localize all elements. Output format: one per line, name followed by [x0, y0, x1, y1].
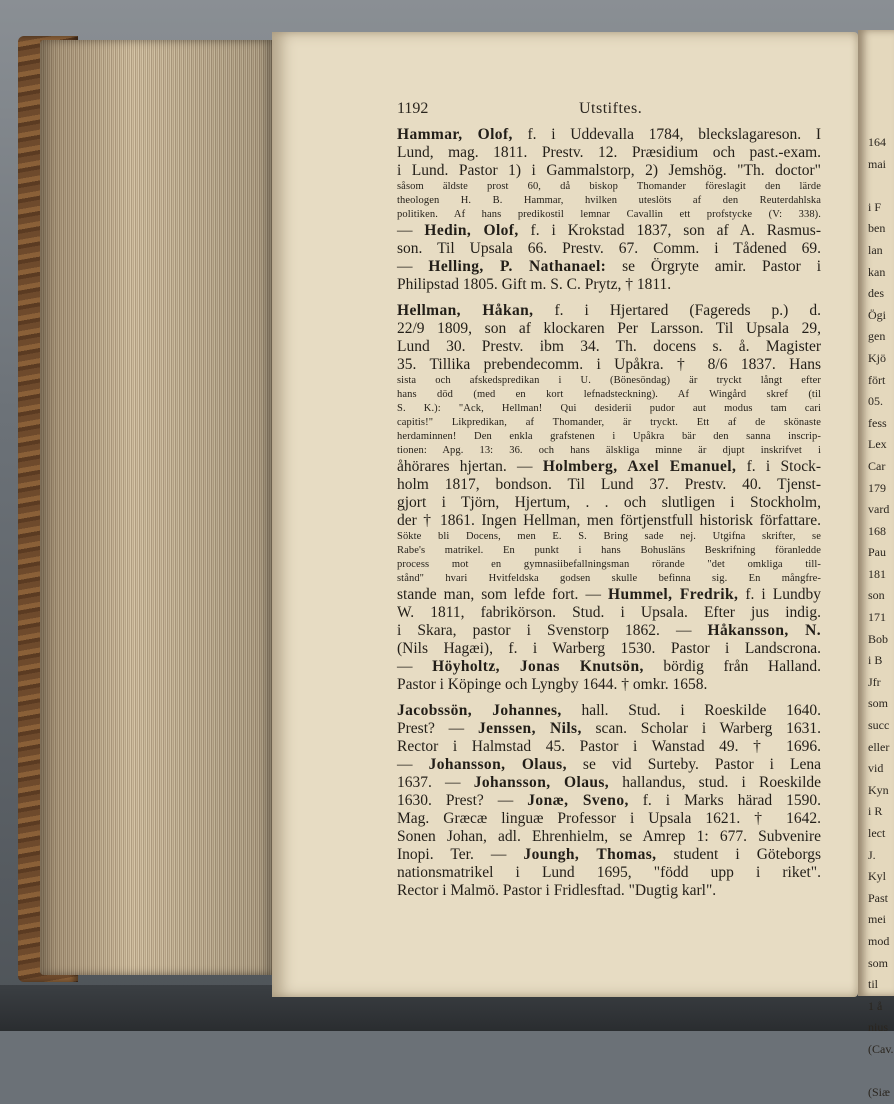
margin-fragment: fört [868, 372, 886, 387]
margin-fragment: gen [868, 329, 886, 344]
text-line: stande man, som lefde fort. — Hummel, Fredrik, f. i Lundby [397, 586, 822, 603]
running-head: Utstiftes. [579, 100, 643, 117]
text-line: Mag. Græcæ linguæ Professor i Upsala 1621. † 1642. [397, 810, 821, 827]
margin-fragment: Past [868, 890, 889, 905]
text-line: Sökte bli Docens, men E. S. Bring sade nej. Utgifna skrifter, se [397, 531, 821, 542]
margin-fragment: mod [868, 933, 890, 948]
margin-fragment: son [868, 588, 885, 603]
margin-fragment: Kyn [868, 782, 889, 797]
text-line: — Johansson, Olaus, se vid Surteby. Pastor i Lena [397, 756, 822, 773]
margin-fragment: 171 [868, 610, 886, 625]
headword: Johansson, Olaus, [428, 756, 567, 773]
page-number: 1192 [397, 100, 429, 117]
margin-fragment: lan [868, 242, 883, 257]
facing-page-margin [868, 132, 894, 1104]
text-line: sista och afskedspredikan i U. (Bönesöndag) är tryckt långt efter [397, 375, 821, 386]
margin-fragment: Jfr [868, 674, 881, 689]
margin-fragment: 164 [868, 135, 886, 149]
margin-fragment: Ögi [868, 307, 886, 322]
text-line: Hellman, Håkan, f. i Hjertared (Fagereds p.) d. [397, 302, 821, 319]
text-line: 22/9 1809, son af klockaren Per Larsson. Til Upsala 29, [397, 320, 821, 337]
margin-fragment: 179 [868, 480, 886, 495]
headword: Joungh, Thomas, [523, 846, 657, 863]
margin-fragment: Lex [868, 437, 887, 452]
margin-fragment: eller [868, 739, 890, 754]
text-line: holm 1817, bondson. Til Lund 37. Prestv. 40. Tjenst- [397, 476, 821, 493]
headword: Holmberg, Axel Emanuel, [542, 458, 737, 475]
text-line: Philipstad 1805. Gift m. S. C. Prytz, † 1811. [397, 276, 672, 293]
headword: Hummel, Fredrik, [608, 586, 739, 603]
text-line: i Lund. Pastor 1) i Gammalstorp, 2) Jemshög. "Th. doctor" [397, 162, 821, 179]
text-line: capitis!" Likpredikan, af Thomander, är tryckt. Ett af de skönaste [397, 417, 821, 428]
text-line: Lund, mag. 1811. Prestv. 12. Præsidium och past.-exam. [397, 144, 821, 161]
text-line: stånd" hvari Hvitfeldska godsen skulle befinna sig. En mångfre- [397, 573, 821, 584]
text-line: — Höyholtz, Jonas Knutsön, bördig från Halland. [397, 658, 821, 675]
margin-fragment: til [868, 977, 879, 992]
text-line: Prest? — Jenssen, Nils, scan. Scholar i Warberg 1631. [397, 720, 822, 737]
margin-fragment: Bob [868, 631, 889, 646]
margin-fragment [868, 1061, 894, 1083]
margin-fragment: nius [868, 1020, 889, 1035]
margin-fragment: Pau [868, 545, 886, 560]
text-line: (Nils Hagæi), f. i Warberg 1530. Pastor i Landscrona. [397, 640, 821, 657]
margin-fragment: mai [868, 156, 886, 171]
margin-fragment: i R [868, 804, 883, 819]
text-line: såsom äldste prost 60, då biskop Thomander föreslagit den lärde [397, 181, 821, 192]
margin-fragment: 1 å [868, 998, 883, 1013]
headword: Jacobssön, Johannes, [397, 702, 562, 719]
entries-text [397, 126, 821, 900]
text-line: i Skara, pastor i Svenstorp 1862. — Håkansson, N. [397, 622, 821, 639]
text-line: process mot en gymnasiibefallningsman rörande "det omkliga till- [397, 559, 821, 570]
headword: Helling, P. Nathanael: [428, 258, 607, 275]
margin-fragment: (Cav. [868, 1041, 894, 1056]
margin-fragment: Car [868, 458, 886, 473]
headword: Hammar, Olof, [397, 126, 513, 143]
margin-fragment: 181 [868, 566, 886, 581]
text-line: herdaminnen! Den enkla grafstenen i Upåkra bär den sanna inscrip- [397, 431, 821, 442]
text-line: Pastor i Köpinge och Lyngby 1644. † omkr. 1658. [397, 676, 708, 693]
margin-fragment: i F [868, 199, 882, 214]
text-line: W. 1811, fabrikörson. Stud. i Upsala. Efter jus indig. [397, 604, 821, 621]
text-line: Jacobssön, Johannes, hall. Stud. i Roeskilde 1640. [397, 702, 821, 719]
text-line: theologen H. B. Hammar, hvilken uteslöts af den Reuterdahlska [397, 195, 821, 206]
text-line: son. Til Upsala 66. Prestv. 67. Comm. i Tådened 69. [397, 240, 821, 257]
margin-fragment: Kyl [868, 869, 886, 884]
text-line: hans död (med en kort lefnadsteckning). Af Wingård skref (til [397, 389, 821, 400]
text-line: Sonen Johan, adl. Ehrenhielm, se Amrep 1: 677. Subvenire [397, 828, 821, 845]
text-line: nationsmatrikel i Lund 1695, "född upp i riket". [397, 864, 821, 881]
margin-fragment: lect [868, 826, 886, 840]
margin-fragment: kan [868, 264, 886, 279]
text-line: Hammar, Olof, f. i Uddevalla 1784, bleckslagareson. I [397, 126, 822, 143]
text-line: Rector i Malmö. Pastor i Fridlesftad. "Dugtig karl". [397, 882, 717, 899]
text-line: — Hedin, Olof, f. i Krokstad 1837, son af A. Rasmus- [397, 222, 822, 239]
margin-fragment: mei [868, 912, 886, 927]
margin-fragment: Kjö [868, 350, 886, 365]
margin-fragment: J. [868, 847, 876, 862]
margin-fragment: 168 [868, 523, 886, 538]
text-line: 1637. — Johansson, Olaus, hallandus, stud. i Roeskilde [397, 774, 822, 791]
text-line: Lund 30. Prestv. ibm 34. Th. docens s. å. Magister [397, 338, 821, 355]
margin-fragment: 05. [868, 394, 883, 409]
text-line: Inopi. Ter. — Joungh, Thomas, student i Göteborgs [397, 846, 822, 863]
text-line: der † 1861. Ingen Hellman, men förtjenstfull historisk författare. [397, 512, 821, 529]
text-line: gjort i Tjörn, Hjertum, . . och slutligen i Stockholm, [397, 494, 821, 511]
page-edges [40, 40, 272, 975]
margin-fragment: fess [868, 415, 887, 430]
margin-fragment: vard [868, 502, 890, 517]
headword: Hellman, Håkan, [397, 302, 534, 319]
text-line: 35. Tillika prebendecomm. i Upåkra. † 8/6 1837. Hans [397, 356, 821, 373]
headword: Jenssen, Nils, [477, 720, 582, 737]
margin-fragment: des [868, 286, 884, 301]
headword: Johansson, Olaus, [473, 774, 610, 791]
text-line: tionen: Apg. 13: 36. och hans älskliga minne är djupt inskrifvet i [397, 445, 821, 456]
text-line: S. K.): "Ack, Hellman! Qui desiderii pudor aut modus tam cari [397, 403, 821, 414]
text-line: politiken. Af hans predikostil lemnar Cavallin ett profstycke (V: 338). [397, 209, 821, 220]
headword: Håkansson, N. [707, 622, 821, 639]
margin-fragment [868, 175, 894, 197]
headword: Hedin, Olof, [424, 222, 519, 239]
margin-fragment: ben [868, 221, 886, 236]
margin-fragment: vid [868, 761, 884, 776]
text-line: 1630. Prest? — Jonæ, Sveno, f. i Marks härad 1590. [397, 792, 821, 809]
page-header [397, 100, 821, 122]
margin-fragment: som [868, 696, 889, 711]
headword: Höyholtz, Jonas Knutsön, [432, 658, 644, 675]
text-line: Rabe's matrikel. En punkt i hans Bohusläns Beskrifning föranledde [397, 545, 821, 556]
headword: Jonæ, Sveno, [527, 792, 629, 809]
text-line: åhörares hjertan. — Holmberg, Axel Emanuel, f. i Stock- [397, 458, 822, 475]
text-line: — Helling, P. Nathanael: se Örgryte amir. Pastor i [397, 258, 822, 275]
text-line: Rector i Halmstad 45. Pastor i Wanstad 49. † 1696. [397, 738, 821, 755]
margin-fragment: (Siæ [868, 1085, 891, 1100]
margin-fragment: som [868, 955, 889, 970]
margin-fragment: succ [868, 718, 890, 733]
margin-fragment: i B [868, 653, 883, 668]
